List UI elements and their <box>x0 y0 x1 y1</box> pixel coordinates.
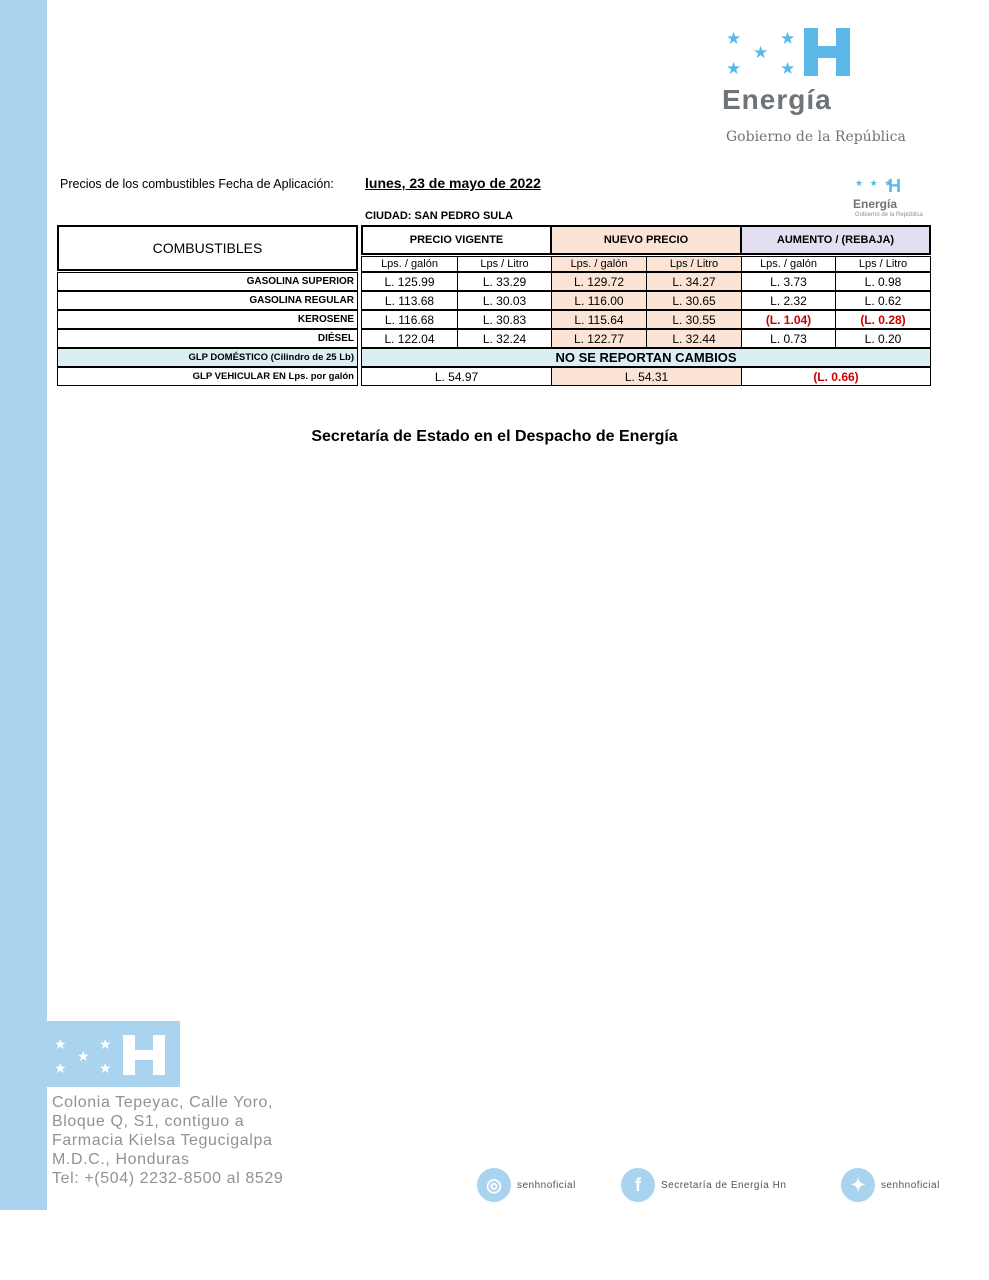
star-icon: ★ <box>780 29 796 48</box>
glp-vehicular-change: (L. 0.66) <box>741 367 931 386</box>
fuel-name-glp-vehicular: GLP VEHICULAR EN Lps. por galón <box>57 367 358 386</box>
application-date: lunes, 23 de mayo de 2022 <box>365 175 541 191</box>
cur-l-cell: L. 32.24 <box>457 329 552 348</box>
logo-word: Energía <box>722 84 832 115</box>
mini-logo-word: Energía <box>853 197 898 211</box>
secretaria-title: Secretaría de Estado en el Despacho de Energía <box>311 428 678 445</box>
fuel-name-kerosene: KEROSENE <box>57 310 358 329</box>
change-header: AUMENTO / (REBAJA) <box>740 225 931 255</box>
left-sidebar-band <box>0 0 47 1210</box>
phone-line: Tel: +(504) 2232-8500 al 8529 <box>52 1170 284 1187</box>
new-l-cell: L. 30.55 <box>646 310 742 329</box>
star-icon: ★ <box>726 59 742 78</box>
star-icon: ★ <box>54 1036 67 1052</box>
fuel-name-glp-domestico: GLP DOMÉSTICO (Cilindro de 25 Lb) <box>57 348 358 367</box>
address-line: Colonia Tepeyac, Calle Yoro, <box>52 1094 274 1111</box>
chg-l-cell-negative: (L. 0.28) <box>835 310 931 329</box>
subheader-new-gal: Lps. / galón <box>551 256 647 272</box>
cur-l-cell: L. 33.29 <box>457 272 552 291</box>
star-icon: ★ <box>726 29 742 48</box>
subheader-current-l: Lps / Litro <box>457 256 552 272</box>
chg-l-cell: L. 0.20 <box>835 329 931 348</box>
star-icon: ★ <box>780 59 796 78</box>
combustibles-header <box>57 225 358 271</box>
subheader-new-l: Lps / Litro <box>646 256 742 272</box>
mini-energia-logo <box>850 178 930 224</box>
prices-label: Precios de los combustibles Fecha de Aplicación: <box>60 177 334 191</box>
instagram-link[interactable] <box>477 1168 576 1202</box>
chg-gal-cell: L. 0.73 <box>741 329 836 348</box>
new-gal-cell: L. 129.72 <box>551 272 647 291</box>
address-line: Bloque Q, S1, contiguo a <box>52 1113 245 1130</box>
cur-gal-cell: L. 116.68 <box>361 310 458 329</box>
chg-gal-cell: L. 2.32 <box>741 291 836 310</box>
address-line: Farmacia Kielsa Tegucigalpa <box>52 1132 273 1149</box>
star-icon: ★ <box>77 1048 90 1064</box>
address-line: M.D.C., Honduras <box>52 1151 190 1168</box>
h-logo-icon <box>804 28 850 76</box>
fuel-name-gasolina-regular: GASOLINA REGULAR <box>57 291 358 310</box>
star-icon: ★ <box>753 43 769 62</box>
subheader-change-gal: Lps. / galón <box>741 256 836 272</box>
cur-gal-cell: L. 113.68 <box>361 291 458 310</box>
chg-gal-cell-negative: (L. 1.04) <box>741 310 836 329</box>
new-price-header: NUEVO PRECIO <box>550 225 742 255</box>
fuel-name-diesel: DIÉSEL <box>57 329 358 348</box>
mini-stars-icon: ★ ★ ★ <box>855 178 895 188</box>
instagram-icon: ◎ <box>477 1168 511 1202</box>
energia-logo <box>718 28 906 158</box>
chg-gal-cell: L. 3.73 <box>741 272 836 291</box>
logo-stars <box>722 28 798 80</box>
star-icon: ★ <box>54 1060 67 1076</box>
fuel-name-gasolina-superior: GASOLINA SUPERIOR <box>57 272 358 291</box>
new-l-cell: L. 34.27 <box>646 272 742 291</box>
twitter-icon: ✦ <box>841 1168 875 1202</box>
cur-gal-cell: L. 122.04 <box>361 329 458 348</box>
cur-gal-cell: L. 125.99 <box>361 272 458 291</box>
city-label: CIUDAD: SAN PEDRO SULA <box>365 210 513 222</box>
glp-vehicular-new: L. 54.31 <box>551 367 742 386</box>
current-price-header: PRECIO VIGENTE <box>361 225 552 255</box>
logo-subtitle: Gobierno de la República <box>726 129 906 145</box>
mini-logo-subtitle: Gobierno de la República <box>855 212 923 218</box>
facebook-icon: f <box>621 1168 655 1202</box>
chg-l-cell: L. 0.98 <box>835 272 931 291</box>
footer-h-logo <box>47 1021 180 1087</box>
glp-vehicular-current: L. 54.97 <box>361 367 552 386</box>
new-gal-cell: L. 122.77 <box>551 329 647 348</box>
instagram-handle: senhnoficial <box>517 1179 576 1191</box>
new-gal-cell: L. 115.64 <box>551 310 647 329</box>
cur-l-cell: L. 30.03 <box>457 291 552 310</box>
facebook-handle: Secretaría de Energía Hn <box>661 1179 787 1191</box>
combustibles-title: COMBUSTIBLES <box>152 240 263 256</box>
twitter-link[interactable] <box>841 1168 940 1202</box>
twitter-handle: senhnoficial <box>881 1179 940 1191</box>
subheader-current-gal: Lps. / galón <box>361 256 458 272</box>
new-l-cell: L. 30.65 <box>646 291 742 310</box>
mini-h-icon: H <box>888 176 901 196</box>
cur-l-cell: L. 30.83 <box>457 310 552 329</box>
star-icon: ★ <box>99 1060 112 1076</box>
star-icon: ★ <box>99 1036 112 1052</box>
address-block <box>52 1093 283 1188</box>
new-gal-cell: L. 116.00 <box>551 291 647 310</box>
new-l-cell: L. 32.44 <box>646 329 742 348</box>
chg-l-cell: L. 0.62 <box>835 291 931 310</box>
facebook-link[interactable] <box>621 1168 786 1202</box>
subheader-change-l: Lps / Litro <box>835 256 931 272</box>
glp-domestic-note: NO SE REPORTAN CAMBIOS <box>361 348 931 367</box>
